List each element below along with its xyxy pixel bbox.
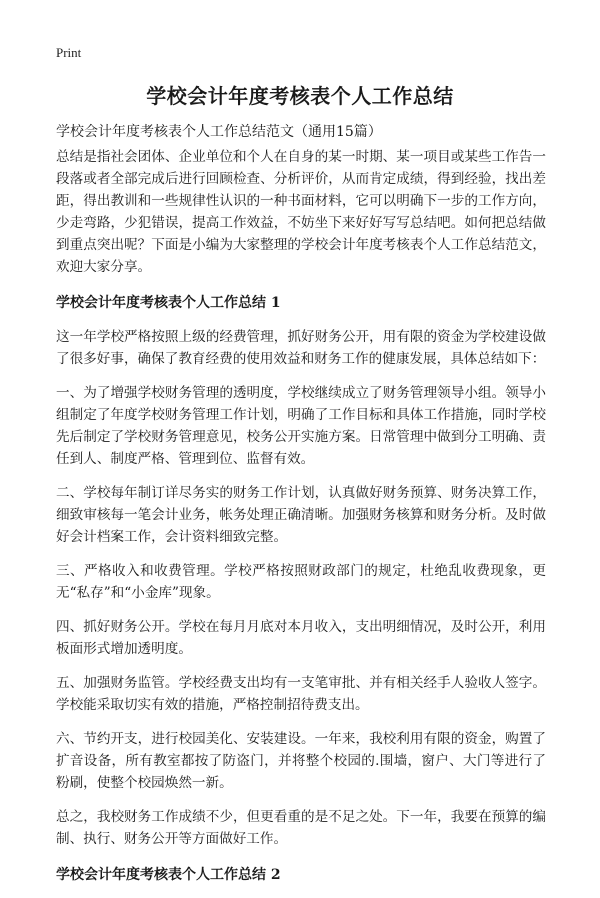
document-subtitle: 学校会计年度考核表个人工作总结范文（通用15篇） — [56, 124, 382, 140]
body-paragraph: 二、学校每年制订详尽务实的财务工作计划，认真做好财务预算、财务决算工作，细致审核每一笔会计业务，帐务处理正确清晰。加强财务核算和财务分析。及时做好会计档案工作，会计资料细致完整。 — [56, 485, 546, 545]
body-paragraph: 一、为了增强学校财务管理的透明度，学校继续成立了财务管理领导小组。领导小组制定了年度学校财务管理工作计划，明确了工作目标和具体工作措施，同时学校先后制定了学校财务管理意见，校务公开实施方案。日常管理中做到分工明确、责任到人、制度严格、管理到位、监督有效。 — [56, 385, 546, 467]
page-title: 学校会计年度考核表个人工作总结 — [146, 84, 454, 108]
section-heading-1: 学校会计年度考核表个人工作总结 1 — [56, 295, 281, 311]
body-paragraph: 总之，我校财务工作成绩不少，但更看重的是不足之处。下一年，我要在预算的编制、执行、财务公开等方面做好工作。 — [56, 809, 546, 847]
body-paragraph: 三、严格收入和收费管理。学校严格按照财政部门的规定，杜绝乱收费现象，更无“私存”和“小金库”现象。 — [56, 563, 546, 601]
body-paragraph: 四、抓好财务公开。学校在每月月底对本月收入，支出明细情况，及时公开，利用板面形式增加透明度。 — [56, 619, 546, 657]
body-paragraph: 六、节约开支，进行校园美化、安装建设。一年来，我校利用有限的资金，购置了扩音设备，所有教室都按了防盗门，并将整个校园的.围墙，窗户、大门等进行了粉刷，使整个校园焕然一新。 — [56, 731, 546, 791]
print-link[interactable]: Print — [56, 45, 82, 60]
section-heading-2: 学校会计年度考核表个人工作总结 2 — [56, 867, 281, 883]
document-body — [56, 146, 546, 898]
body-paragraph: 五、加强财务监管。学校经费支出均有一支笔审批、并有相关经手人验收人签字。学校能采取切实有效的措施，严格控制招待费支出。 — [56, 675, 546, 713]
body-paragraph: 这一年学校严格按照上级的经费管理，抓好财务公开，用有限的资金为学校建设做了很多好事，确保了教育经费的使用效益和财务工作的健康发展，具体总结如下： — [56, 329, 546, 367]
intro-paragraph: 总结是指社会团体、企业单位和个人在自身的某一时期、某一项目或某些工作告一段落或者全部完成后进行回顾检查、分析评价，从而肯定成绩，得到经验，找出差距，得出教训和一些规律性认识的一种书面材料，它可以明确下一步的工作方向，少走弯路，少犯错误，提高工作效益，不妨坐下来好好写写总结吧。如何把总结做到重点突出呢？下面是小编为大家整理的学校会计年度考核表个人工作总结范文，欢迎大家分享。 — [56, 149, 546, 275]
